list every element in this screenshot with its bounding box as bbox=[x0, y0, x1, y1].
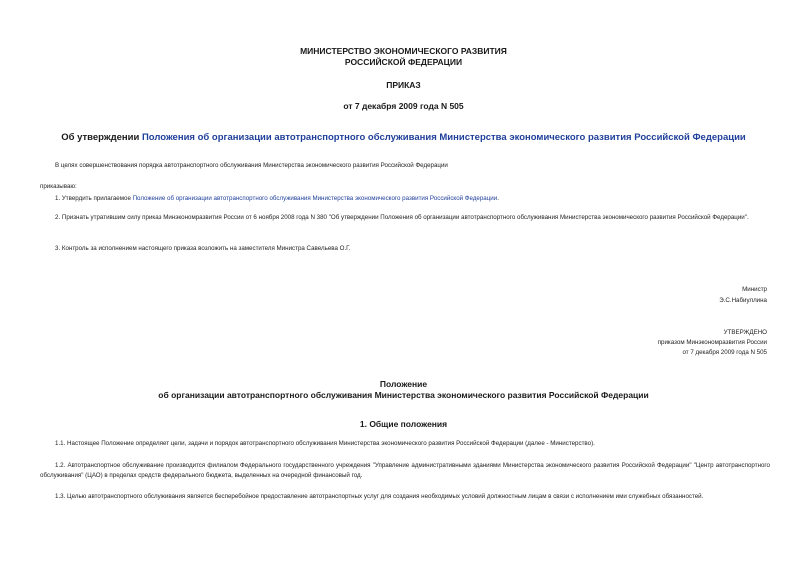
paragraph-1-2: 1.2. Автотранспортное обслуживание производится филиалом Федерального государственного учреждения "Управление административными зданиями Министерства экономического развития Российской Федерации" "Центр автотранспортного обслуживания" (ЦАО) в пределах средств федерального бюджета, выделенных на очередной финансовый год. bbox=[40, 462, 770, 479]
preamble-text: В целях совершенствования порядка автотранспортного обслуживания Министерства экономического развития Российской Федерации bbox=[55, 162, 448, 169]
section-heading-1: 1. Общие положения bbox=[359, 419, 448, 429]
paragraph-1-1: 1.1. Настоящее Положение определяет цели, задачи и порядок автотранспортного обслуживания Министерства экономического развития Российской Федерации (далее - Министерство). bbox=[55, 440, 595, 447]
item1-regulation-link[interactable]: Положение об организации автотранспортного обслуживания Министерства экономического развития Российской Федерации bbox=[132, 195, 498, 202]
order-item-3: 3. Контроль за исполнением настоящего приказа возложить на заместителя Министра Савельева О.Г. bbox=[55, 245, 351, 252]
document-type: ПРИКАЗ bbox=[386, 80, 421, 90]
ministry-name-line1: МИНИСТЕРСТВО ЭКОНОМИЧЕСКОГО РАЗВИТИЯ bbox=[300, 46, 507, 56]
document-title bbox=[0, 132, 807, 144]
paragraph-1-3: 1.3. Целью автотранспортного обслуживания является бесперебойное предоставление автотранспортных услуг для создания необходимых условий должностным лицам в связи с исполнением ими служебных обязанностей. bbox=[55, 493, 704, 500]
item1-prefix: 1. Утвердить прилагаемое bbox=[55, 195, 133, 202]
approval-label: УТВЕРЖДЕНО bbox=[723, 329, 767, 336]
order-word: приказываю: bbox=[40, 183, 77, 190]
document-date: от 7 декабря 2009 года N 505 bbox=[343, 101, 464, 111]
signature-name: Э.С.Набиуллина bbox=[719, 297, 767, 304]
signature-position: Министр bbox=[742, 286, 767, 293]
title-prefix: Об утверждении bbox=[61, 132, 142, 143]
order-item-1 bbox=[55, 194, 770, 204]
approval-date: от 7 декабря 2009 года N 505 bbox=[682, 349, 767, 356]
regulation-subtitle: об организации автотранспортного обслуживания Министерства экономического развития Российской Федерации bbox=[158, 390, 649, 400]
order-item-2: 2. Признать утратившим силу приказ Минэкономразвития России от 6 ноября 2008 года N 380 "Об утверждении Положения об организации автотранспортного обслуживания Министерства экономического развития Российской Федерации". bbox=[55, 214, 749, 221]
title-regulation-link[interactable]: Положения об организации автотранспортного обслуживания Министерства экономического развития Российской Федерации bbox=[141, 132, 746, 143]
regulation-title: Положение bbox=[379, 379, 428, 389]
approval-order: приказом Минэкономразвития России bbox=[657, 339, 767, 346]
ministry-name-line2: РОССИЙСКОЙ ФЕДЕРАЦИИ bbox=[344, 57, 463, 67]
item1-suffix: . bbox=[497, 195, 499, 202]
